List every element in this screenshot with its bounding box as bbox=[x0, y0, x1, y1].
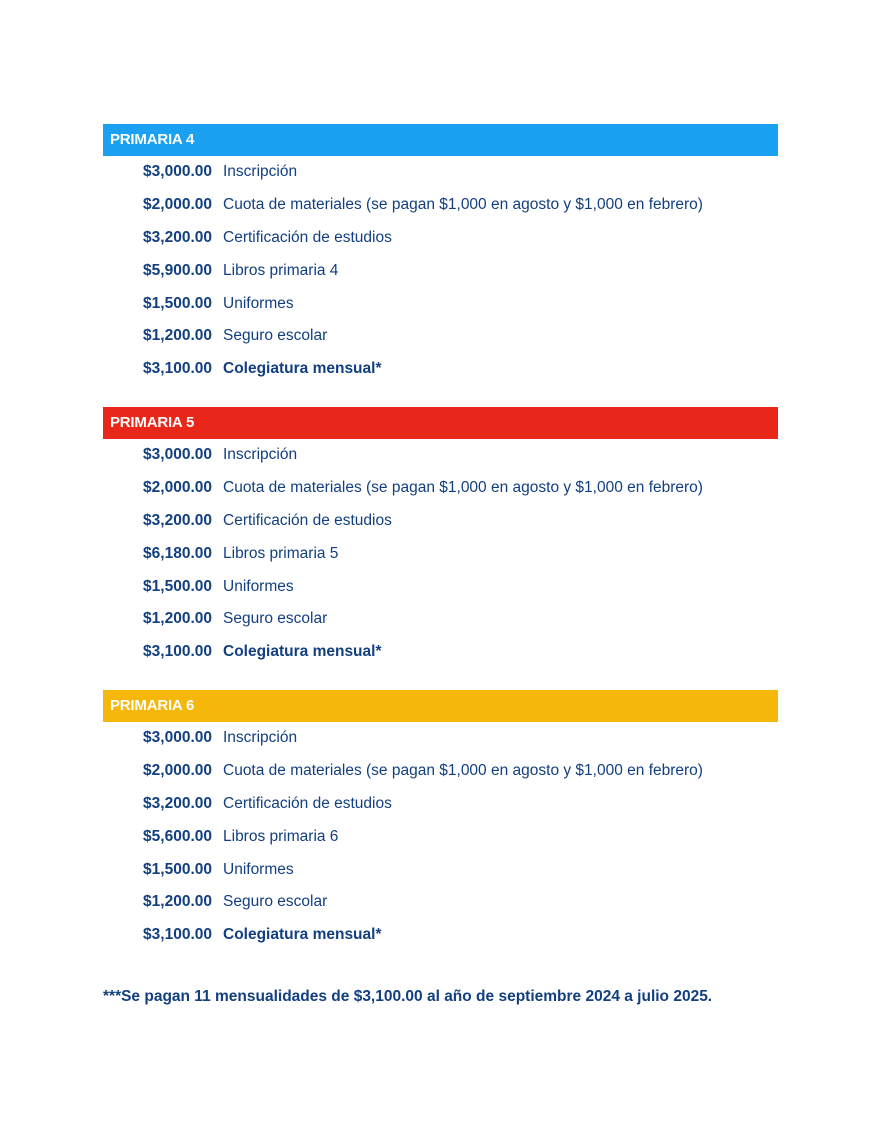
fee-description: Colegiatura mensual* bbox=[223, 926, 382, 944]
fee-amount: $3,200.00 bbox=[143, 228, 212, 246]
fee-description: Cuota de materiales (se pagan $1,000 en agosto y $1,000 en febrero) bbox=[223, 479, 703, 497]
fee-row bbox=[103, 439, 778, 472]
fee-row bbox=[103, 505, 778, 538]
fee-amount: $5,600.00 bbox=[143, 827, 212, 845]
fee-row bbox=[103, 222, 778, 255]
fee-amount: $3,100.00 bbox=[143, 643, 212, 661]
fee-description: Seguro escolar bbox=[223, 610, 328, 628]
section-primaria-4 bbox=[103, 124, 778, 386]
fee-row bbox=[103, 472, 778, 505]
section-primaria-6 bbox=[103, 690, 778, 952]
fee-row bbox=[103, 853, 778, 886]
fee-description: Uniformes bbox=[223, 860, 294, 878]
fee-row bbox=[103, 820, 778, 853]
fee-description: Uniformes bbox=[223, 577, 294, 595]
footnote: ***Se pagan 11 mensualidades de $3,100.00 al año de septiembre 2024 a julio 2025. bbox=[103, 988, 713, 1005]
fee-description: Inscripción bbox=[223, 729, 298, 747]
fee-amount: $5,900.00 bbox=[143, 261, 212, 279]
section-header-primaria-5: PRIMARIA 5 bbox=[103, 407, 778, 439]
fee-description: Certificación de estudios bbox=[223, 228, 392, 246]
fee-row bbox=[103, 254, 778, 287]
fee-description: Libros primaria 5 bbox=[223, 544, 339, 562]
fee-amount: $2,000.00 bbox=[143, 762, 212, 780]
fee-row bbox=[103, 636, 778, 669]
fee-amount: $1,500.00 bbox=[143, 860, 212, 878]
section-primaria-5 bbox=[103, 407, 778, 669]
fee-description: Cuota de materiales (se pagan $1,000 en agosto y $1,000 en febrero) bbox=[223, 762, 703, 780]
fee-amount: $3,200.00 bbox=[143, 511, 212, 529]
fee-row bbox=[103, 353, 778, 386]
fee-description: Libros primaria 4 bbox=[223, 261, 339, 279]
fee-description: Libros primaria 6 bbox=[223, 827, 339, 845]
fee-row bbox=[103, 156, 778, 189]
section-header-primaria-4: PRIMARIA 4 bbox=[103, 124, 778, 156]
fee-description: Seguro escolar bbox=[223, 893, 328, 911]
fee-amount: $1,500.00 bbox=[143, 294, 212, 312]
fee-amount: $3,000.00 bbox=[143, 163, 212, 181]
section-header-primaria-6: PRIMARIA 6 bbox=[103, 690, 778, 722]
fee-amount: $6,180.00 bbox=[143, 544, 212, 562]
fee-row bbox=[103, 755, 778, 788]
fee-amount: $1,200.00 bbox=[143, 327, 212, 345]
fee-row bbox=[103, 537, 778, 570]
fee-amount: $3,000.00 bbox=[143, 446, 212, 464]
fee-row bbox=[103, 886, 778, 919]
fee-description: Seguro escolar bbox=[223, 327, 328, 345]
fee-list bbox=[103, 439, 778, 669]
fee-description: Colegiatura mensual* bbox=[223, 643, 382, 661]
fee-row bbox=[103, 570, 778, 603]
fee-list bbox=[103, 156, 778, 386]
fee-row bbox=[103, 919, 778, 952]
fee-list bbox=[103, 722, 778, 952]
fee-amount: $1,200.00 bbox=[143, 610, 212, 628]
fee-amount: $1,500.00 bbox=[143, 577, 212, 595]
fee-description: Cuota de materiales (se pagan $1,000 en agosto y $1,000 en febrero) bbox=[223, 196, 703, 214]
fee-row bbox=[103, 320, 778, 353]
fee-amount: $3,100.00 bbox=[143, 360, 212, 378]
fee-description: Uniformes bbox=[223, 294, 294, 312]
fee-row bbox=[103, 603, 778, 636]
fee-row bbox=[103, 287, 778, 320]
fee-amount: $1,200.00 bbox=[143, 893, 212, 911]
fee-description: Inscripción bbox=[223, 163, 298, 181]
fee-amount: $2,000.00 bbox=[143, 479, 212, 497]
fee-row bbox=[103, 788, 778, 821]
fee-description: Certificación de estudios bbox=[223, 511, 392, 529]
fee-row bbox=[103, 722, 778, 755]
fee-amount: $3,000.00 bbox=[143, 729, 212, 747]
fee-description: Inscripción bbox=[223, 446, 298, 464]
fee-amount: $3,200.00 bbox=[143, 794, 212, 812]
fee-amount: $3,100.00 bbox=[143, 926, 212, 944]
fee-row bbox=[103, 189, 778, 222]
fee-amount: $2,000.00 bbox=[143, 196, 212, 214]
fee-description: Certificación de estudios bbox=[223, 794, 392, 812]
fee-description: Colegiatura mensual* bbox=[223, 360, 382, 378]
